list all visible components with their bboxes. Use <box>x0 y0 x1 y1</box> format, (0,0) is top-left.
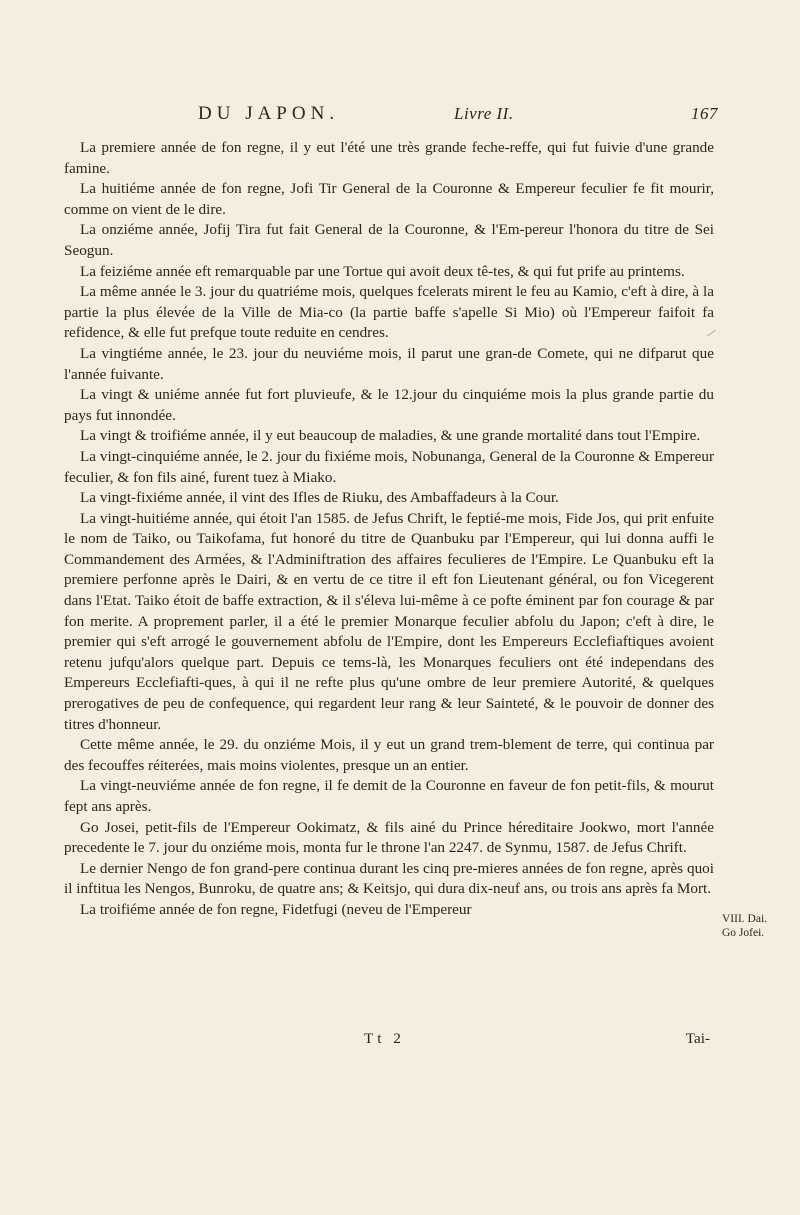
paragraph: La même année le 3. jour du quatriéme mois, quelques fcelerats mirent le feu au Kamio, c'eft à dire, à la partie la plus élevée de la Ville de Mia-co (la partie baffe s'apelle Si Mio) où l'Empereur faifoit fa refidence, & elle fut prefque toute reduite en cendres. <box>64 283 714 342</box>
paragraph: Go Josei, petit-fils de l'Empereur Ookimatz, & fils ainé du Prince héreditaire Jookwo, mort l'année precedente le 7. jour du onziéme mois, monta fur le throne l'an 2247. de Synmu, 1587. de Jefus Chrift. <box>64 818 714 857</box>
body-text <box>64 138 714 921</box>
paragraph: La feiziéme année eft remarquable par une Tortue qui avoit deux tê-tes, & qui fut prife au printems. <box>80 262 685 280</box>
signature-mark: Tt 2 <box>364 1030 405 1047</box>
paragraph: La vingt-fixiéme année, il vint des Ifles de Riuku, des Ambaffadeurs à la Cour. <box>80 489 559 507</box>
catchword: Tai- <box>685 1030 710 1047</box>
paragraph: La premiere année de fon regne, il y eut l'été une très grande feche-reffe, qui fut fuivie d'une grande famine. <box>64 139 714 177</box>
page-number: 167 <box>691 104 718 123</box>
margin-note-line: VIII. Dai. <box>722 913 768 925</box>
paragraph: La vingt-neuviéme année de fon regne, il fe demit de la Couronne en faveur de fon petit-fils, & mourut fept ans après. <box>64 777 714 815</box>
header-title: DU JAPON. <box>198 103 340 124</box>
paragraph: La onziéme année, Jofij Tira fut fait General de la Couronne, & l'Em-pereur l'honora du titre de Sei Seogun. <box>64 221 714 259</box>
paragraph: La vingt-huitiéme année, qui étoit l'an 1585. de Jefus Chrift, le feptié-me mois, Fide Jos, qui prit enfuite le nom de Taiko, ou Taikofama, fut honoré du titre de Quanbuku par l'Empereur, qui lui donna auffi le Commandement des Armées, & l'Adminiftration des affaires feculieres de l'Empire. Le Quanbuku eft la premiere perfonne après le Dairi, & en vertu de ce titre il eft fon Lieutenant général, ou fon Vicegerent dans l'Etat. Taiko étoit de baffe extraction, & il s'éleva lui-même à ce pofte éminent par fon courage & par fon merite. A proprement parler, il a été le premier Monarque feculier abfolu du Japon; c'eft à dire, le premier qui s'eft arrogé le gouvernement abfolu de l'Empire, dont les Empereurs Ecclefiaftiques avoient retenu jufqu'alors quelque part. Depuis ce tems-là, les Monarques feculiers ont été independans des Empereurs Ecclefiafti-ques, à qui il ne refte plus qu'une ombre de leur premiere Autorité, & quelques prerogatives de peu de confequence, qui regardent leur rang & leur Sainteté, & le pouvoir de donner des titres d'honneur. <box>64 509 714 733</box>
page-footer <box>64 1030 714 1050</box>
paragraph: La vingt-cinquiéme année, le 2. jour du fixiéme mois, Nobunanga, General de la Couronne & Empereur feculier, & fon fils ainé, furent tuez à Miako. <box>64 447 714 486</box>
header-livre: Livre II. <box>454 104 514 123</box>
paragraph: La troifiéme année de fon regne, Fidetfugi (neveu de l'Empereur <box>80 900 472 918</box>
running-header <box>198 103 718 129</box>
paragraph: La vingtiéme année, le 23. jour du neuviéme mois, il parut une gran-de Comete, qui ne difparut que l'année fuivante. <box>64 344 714 383</box>
paragraph: Le dernier Nengo de fon grand-pere continua durant les cinq pre-mieres années de fon regne, après quoi il inftitua les Nengos, Bunroku, de quatre ans; & Keitsjo, qui dura dix-neuf ans, ou trois ans après fa Mort. <box>64 859 714 898</box>
margin-note <box>722 912 782 940</box>
margin-note-line: Go Jofei. <box>722 927 765 939</box>
paragraph: La huitiéme année de fon regne, Jofi Tir General de la Couronne & Empereur feculier fe fit mourir, comme on vient de le dire. <box>64 180 714 218</box>
paragraph: La vingt & uniéme année fut fort pluvieufe, & le 12.jour du cinquiéme mois la plus grande partie du pays fut innondée. <box>64 386 714 424</box>
paragraph: La vingt & troifiéme année, il y eut beaucoup de maladies, & une grande mortalité dans tout l'Empire. <box>80 427 701 445</box>
paragraph: Cette même année, le 29. du onziéme Mois, il y eut un grand trem-blement de terre, qui continua par des fecouffes réiterées, mais moins violentes, presque un an entier. <box>64 736 714 774</box>
